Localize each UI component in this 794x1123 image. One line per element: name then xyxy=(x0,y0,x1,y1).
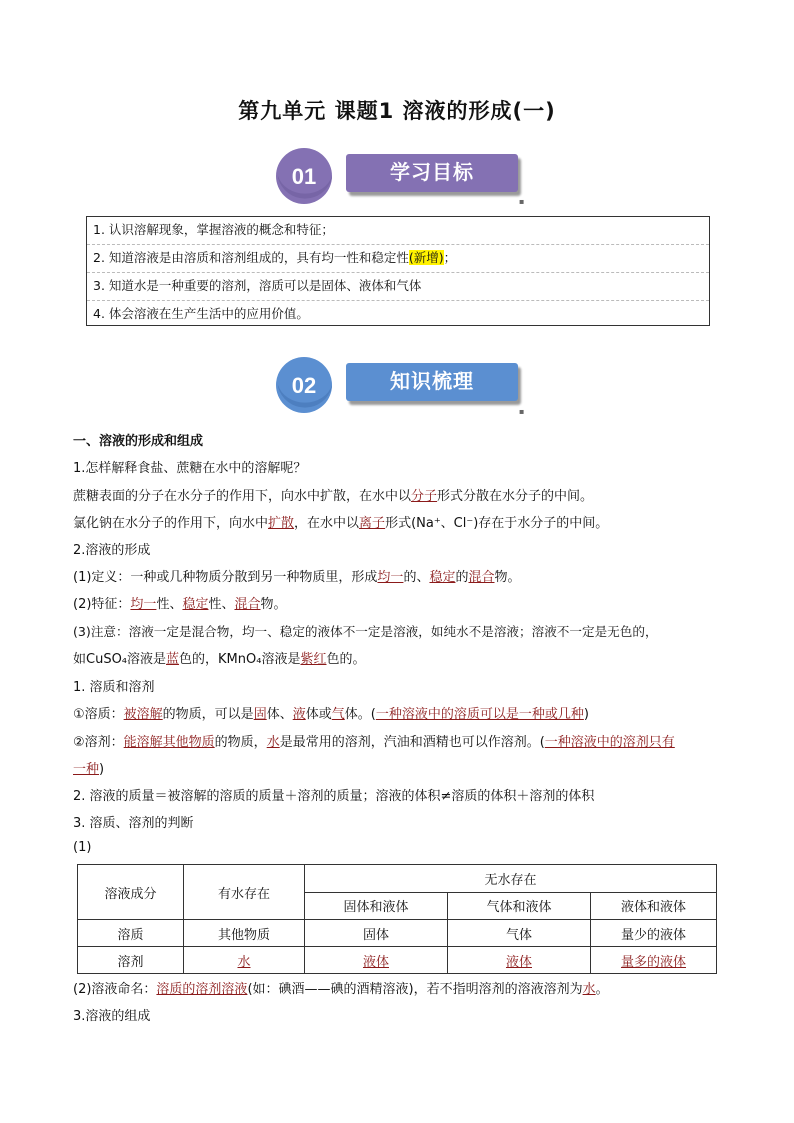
banner-label: 学习目标 xyxy=(346,154,518,192)
section-banner-goals xyxy=(274,146,524,206)
paragraph: 氯化钠在水分子的作用下，向水中扩散，在水中以离子形式(Na⁺、Cl⁻)存在于水分子的中间。 xyxy=(73,516,609,531)
paragraph: 蔗糖表面的分子在水分子的作用下，向水中扩散，在水中以分子形式分散在水分子的中间。 xyxy=(73,489,594,504)
goal-item: 4. 体会溶液在生产生活中的应用价值。 xyxy=(93,306,309,321)
question: 1.怎样解释食盐、蔗糖在水中的溶解呢？ xyxy=(73,461,307,476)
question: 3. 溶质、溶剂的判断 xyxy=(73,816,194,831)
question: 3.溶液的组成 xyxy=(73,1009,151,1024)
paragraph: (2)溶液命名：溶质的溶剂溶液(如：碘酒——碘的酒精溶液)，若不指明溶剂的溶液溶剂为水。 xyxy=(73,982,609,997)
banner-number: 02 xyxy=(291,373,317,398)
section-banner-knowledge xyxy=(274,355,524,415)
banner-label: 知识梳理 xyxy=(346,363,518,401)
question: 1. 溶质和溶剂 xyxy=(73,680,155,695)
paragraph: ②溶剂：能溶解其他物质的物质，水是最常用的溶剂，汽油和酒精也可以作溶剂。(一种溶液中的溶剂只有 xyxy=(73,735,675,750)
goal-item: 3. 知道水是一种重要的溶剂，溶质可以是固体、液体和气体 xyxy=(87,273,709,301)
anchor-mark: ▪ xyxy=(519,197,525,206)
new-tag: (新增) xyxy=(408,250,444,265)
paragraph: (1)定义：一种或几种物质分散到另一种物质里，形成均一的、稳定的混合物。 xyxy=(73,570,521,585)
paragraph: 一种) xyxy=(73,762,105,777)
table-row: 溶质 其他物质 固体 气体 量少的液体 xyxy=(78,920,717,947)
question: 2.溶液的形成 xyxy=(73,543,151,558)
table-header: 有水存在 xyxy=(184,865,305,920)
goal-item: 1. 认识溶解现象，掌握溶液的概念和特征； xyxy=(87,217,709,245)
banner-number: 01 xyxy=(291,164,317,189)
table-row: 溶剂 水 液体 液体 量多的液体 xyxy=(78,947,717,974)
anchor-mark: ▪ xyxy=(519,407,525,416)
banner-number-badge xyxy=(274,146,334,206)
banner-number-badge xyxy=(274,355,334,415)
section-heading: 一、溶液的形成和组成 xyxy=(73,434,204,449)
table-header: 无水存在 xyxy=(305,865,717,893)
paragraph: 如CuSO₄溶液是蓝色的，KMnO₄溶液是紫红色的。 xyxy=(73,652,366,667)
solute-solvent-table xyxy=(77,864,717,974)
page-title: 第九单元 课题1 溶液的形成(一) xyxy=(238,99,556,123)
goal-item: 2. 知道溶液是由溶质和溶剂组成的，具有均一性和稳定性(新增)； xyxy=(87,245,709,273)
table-header: 固体和液体 xyxy=(305,892,448,920)
table-header: 液体和液体 xyxy=(591,892,717,920)
table-header: 气体和液体 xyxy=(448,892,591,920)
learning-goals-box xyxy=(86,216,710,326)
paragraph: ①溶质：被溶解的物质，可以是固体、液体或气体。(一种溶液中的溶质可以是一种或几种) xyxy=(73,707,589,722)
paragraph: (3)注意：溶液一定是混合物，均一、稳定的液体不一定是溶液，如纯水不是溶液；溶液不一定是无色的， xyxy=(73,624,658,639)
sub-label: (1) xyxy=(73,840,92,855)
paragraph: (2)特征：均一性、稳定性、混合物。 xyxy=(73,597,287,612)
paragraph: 2. 溶液的质量＝被溶解的溶质的质量＋溶剂的质量；溶液的体积≠溶质的体积＋溶剂的体积 xyxy=(73,789,595,804)
table-header: 溶液成分 xyxy=(78,865,184,920)
